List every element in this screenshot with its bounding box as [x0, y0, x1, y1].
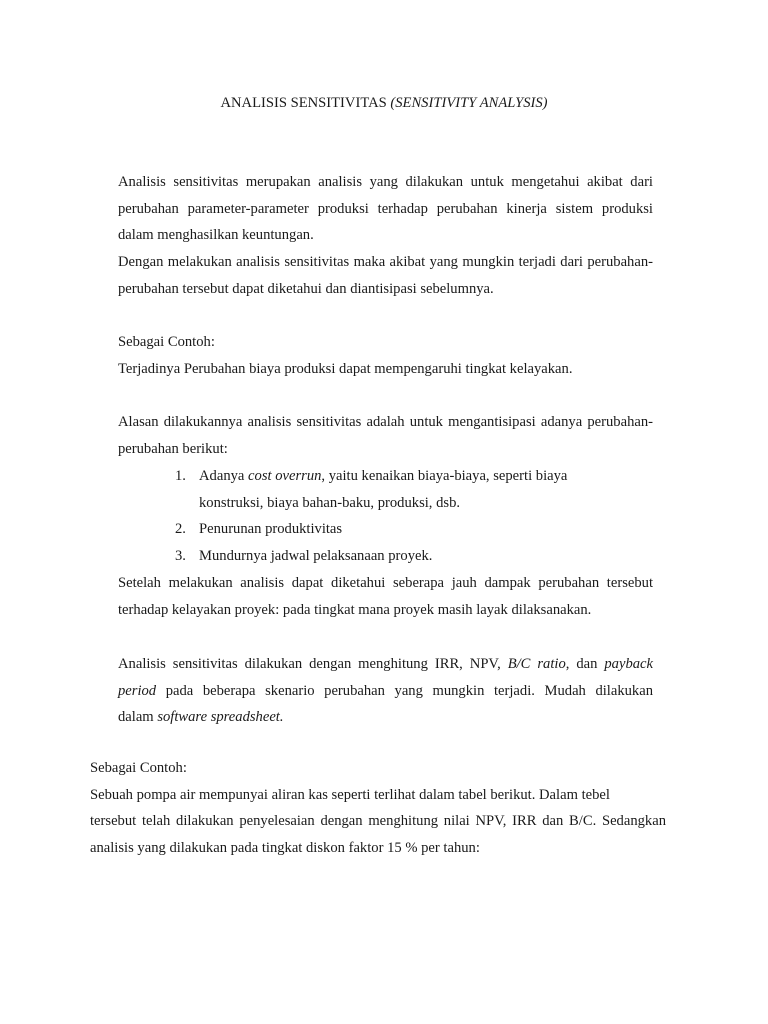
- text-line: period pada beberapa skenario perubahan yang mungkin terjadi. Mudah dilakukan: [118, 682, 653, 699]
- list-text: Mundurnya jadwal pelaksanaan proyek.: [199, 548, 433, 565]
- list-number: 2.: [175, 521, 186, 538]
- list-text-continued: konstruksi, biaya bahan-baku, produksi, dsb.: [199, 494, 461, 511]
- text-line: Alasan dilakukannya analisis sensitivitas adalah untuk mengantisipasi adanya perubahan-: [118, 414, 653, 430]
- reasons-list: [175, 463, 655, 570]
- paragraph-methods: [118, 651, 653, 731]
- text-line: Dengan melakukan analisis sensitivitas maka akibat yang mungkin terjadi dari perubahan-: [118, 254, 653, 271]
- text-line: dalam software spreadsheet.: [118, 709, 284, 726]
- list-item: [175, 543, 655, 570]
- page-title: [0, 93, 768, 113]
- list-text: Adanya cost overrun, yaitu kenaikan biaya-biaya, seperti biaya: [199, 468, 568, 484]
- paragraph-after-list: [118, 570, 653, 623]
- list-number: 1.: [175, 468, 186, 484]
- title-main: ANALISIS SENSITIVITAS: [220, 95, 391, 111]
- text-line: Setelah melakukan analisis dapat diketahui seberapa jauh dampak perubahan tersebut: [118, 575, 653, 591]
- list-number: 3.: [175, 548, 186, 565]
- title-italic: (SENSITIVITY ANALYSIS): [390, 95, 548, 111]
- paragraph-example-2: [90, 755, 666, 862]
- text-line: Sebuah pompa air mempunyai aliran kas seperti terlihat dalam tabel berikut. Dalam tebel: [90, 786, 610, 803]
- paragraph-definition: [118, 169, 653, 303]
- paragraph-reasons: [118, 409, 653, 462]
- text-line: Analisis sensitivitas merupakan analisis yang dilakukan untuk mengetahui akibat dari: [118, 174, 653, 190]
- example-heading: Sebagai Contoh:: [90, 760, 187, 776]
- text-line: perubahan berikut:: [118, 440, 228, 457]
- list-item: [175, 516, 655, 543]
- text-line: perubahan parameter-parameter produksi terhadap perubahan kinerja sistem produksi: [118, 200, 653, 217]
- text-line: Terjadinya Perubahan biaya produksi dapat mempengaruhi tingkat kelayakan.: [118, 360, 573, 377]
- list-text: Penurunan produktivitas: [199, 521, 343, 538]
- text-line: perubahan tersebut dapat diketahui dan diantisipasi sebelumnya.: [118, 280, 494, 297]
- paragraph-example-1: [118, 329, 653, 382]
- text-line: Analisis sensitivitas dilakukan dengan menghitung IRR, NPV, B/C ratio, dan payback: [118, 656, 653, 672]
- example-heading: Sebagai Contoh:: [118, 334, 215, 350]
- text-line: analisis yang dilakukan pada tingkat diskon faktor 15 % per tahun:: [90, 840, 480, 857]
- list-item: [175, 463, 655, 516]
- text-line: tersebut telah dilakukan penyelesaian dengan menghitung nilai NPV, IRR dan B/C. Sedangkan: [90, 813, 666, 830]
- text-line: dalam menghasilkan keuntungan.: [118, 227, 314, 244]
- text-line: terhadap kelayakan proyek: pada tingkat mana proyek masih layak dilaksanakan.: [118, 601, 592, 618]
